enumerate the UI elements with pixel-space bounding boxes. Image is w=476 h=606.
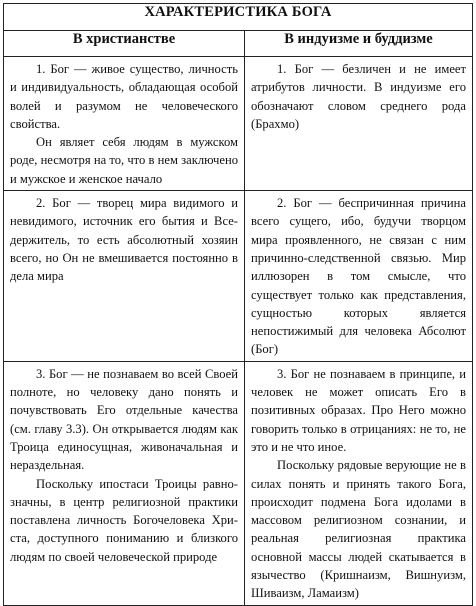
paragraph: 3. Бог не познаваем в принципе, и человек не может описать Его в позитивных образах. Про Него можно говорить только в отрицаниях: не то, не это и не что иное. (251, 366, 466, 454)
table-row (4, 361, 473, 605)
column-header-christianity: В христианстве (4, 31, 245, 57)
paragraph: 3. Бог — не познаваем во всей Своей полноте, но человеку дано понять и почувствовать Его отдельные качества (см. главу 3.3). Он открывается людям как Троица единосущная, живоначальная и нераздельная. (10, 366, 238, 473)
paragraph: Поскольку ипостаси Троицы равнозначны, в центр религиозной практики поставлена личность Богочеловека Христа, доступного пониманию и близкого людям по своей человеческой природе (10, 476, 238, 564)
cell-christianity-1 (4, 57, 245, 191)
cell-hinduism-buddhism-2 (245, 191, 473, 362)
cell-hinduism-buddhism-1 (245, 57, 473, 191)
table-row (4, 57, 473, 191)
cell-hinduism-buddhism-3 (245, 361, 473, 605)
paragraph: 1. Бог — безличен и не имеет атрибутов личности. В индуизме его обозначают словом среднего рода (Брахмо) (251, 62, 466, 131)
table-row (4, 191, 473, 362)
paragraph: 1. Бог — живое существо, личность и индивидуальность, обладающая особой волей и разумом не человеческого свойства. (10, 62, 238, 131)
cell-christianity-3 (4, 361, 245, 605)
comparison-table (3, 3, 473, 606)
paragraph: 2. Бог — беспричинная причина всего сущего, ибо, будучи творцом мира проявленного, не связан с ним причинно-следственной связью. Мир иллюзорен в том смысле, что существует только как представления, сущностью которых является непостижимый для человека Абсолют (Бог) (251, 196, 466, 357)
paragraph: Поскольку рядовые верующие не в силах понять и принять такого Бога, происходит подмена Бога идолами в массовом религиозном сознании, и реальная религиозная практика основной массы людей скатывается в язычество (Кришнаизм, Вишнуизм, Шиваизм, Ламаизм) (251, 458, 466, 601)
paragraph: 2. Бог — творец мира видимого и невидимого, источник его бытия и Вседержитель, то есть абсолютный хозяин всего, но Он не вмешивается постоянно в дела мира (10, 196, 238, 284)
paragraph: Он являет себя людям в мужском роде, несмотря на то, что в нем заключено и мужское и женское начало (10, 135, 238, 186)
table-title: ХАРАКТЕРИСТИКА БОГА (4, 4, 473, 31)
cell-christianity-2 (4, 191, 245, 362)
column-header-hinduism-buddhism: В индуизме и буддизме (245, 31, 473, 57)
